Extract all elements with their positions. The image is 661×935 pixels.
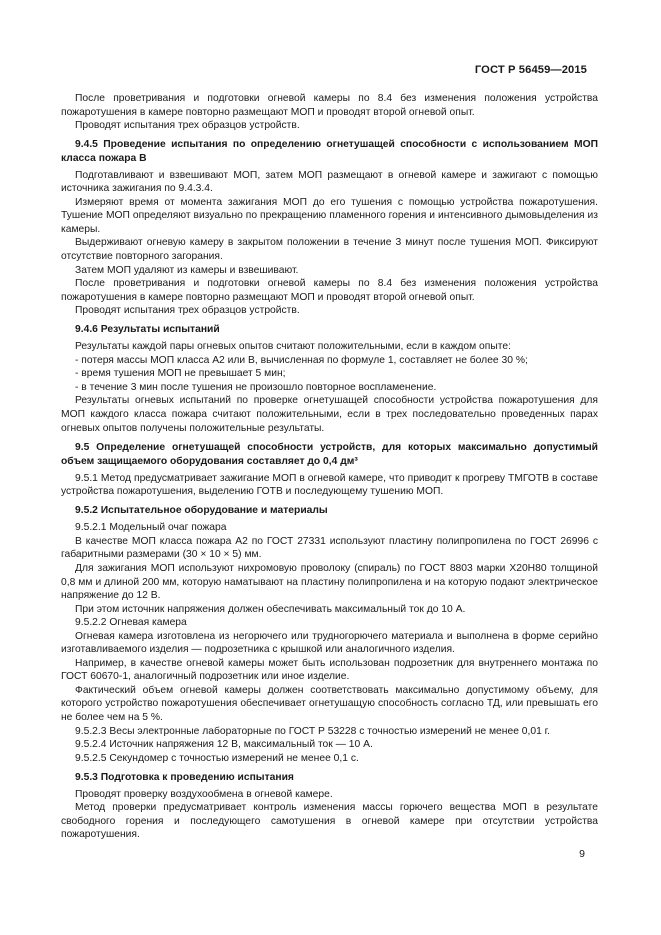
paragraph: Проводят испытания трех образцов устройств. (75, 120, 300, 132)
document-header: ГОСТ Р 56459—2015 (474, 64, 587, 76)
paragraph: 9.5.2.4 Источник напряжения 12 В, максимальный ток — 10 А. (75, 739, 373, 751)
paragraph: Затем МОП удаляют из камеры и взвешивают. (75, 264, 299, 276)
section-heading: 9.4.5 Проведение испытания по определению огнетушащей способности с использованием МОП класса пожара В (61, 139, 598, 164)
paragraph: 9.5.1 Метод предусматривает зажигание МОП в огневой камере, что приводит к прогреву ТМГОТВ в составе устройства пожаротушения, выделению ГОТВ и последующему тушению МОП. (61, 472, 598, 498)
paragraph: 9.5.2.2 Огневая камера (75, 617, 187, 629)
paragraph: Результаты каждой пары огневых опытов считают положительными, если в каждом опыте: (75, 341, 511, 353)
section-heading: 9.5.2 Испытательное оборудование и материалы (75, 505, 328, 517)
paragraph: После проветривания и подготовки огневой камеры по 8.4 без изменения положения устройства пожаротушения в камере повторно размещают МОП и проводят второй огневой опыт. (61, 93, 598, 118)
paragraph: Огневая камера изготовлена из негорючего или трудногорючего материала и выполнена в форме серийно изготавливаемого изделия — подрозетника с крышкой или аналогичного изделия. (61, 630, 598, 656)
paragraph: После проветривания и подготовки огневой камеры по 8.4 без изменения положения устройства пожаротушения в камере повторно размещают МОП и проводят второй огневой опыт. (61, 278, 598, 303)
paragraph: 9.5.2.1 Модельный очаг пожара (75, 522, 227, 534)
paragraph: Подготавливают и взвешивают МОП, затем МОП размещают в огневой камере и зажигают с помощью источника зажигания по 9.4.3.4. (61, 169, 598, 195)
paragraph: Для зажигания МОП используют нихромовую проволоку (спираль) по ГОСТ 8803 марки Х20Н80 толщиной 0,8 мм и длиной 200 мм, которую наматывают на пластину полипропилена и на которую подают электрическое напряжение до 12 В. (61, 563, 598, 602)
document-body (61, 92, 598, 842)
paragraph: 9.5.2.3 Весы электронные лабораторные по ГОСТ Р 53228 с точностью измерений не менее 0,01 г. (75, 725, 551, 737)
section-heading: 9.5.3 Подготовка к проведению испытания (75, 771, 294, 783)
paragraph: Фактический объем огневой камеры должен соответствовать максимально допустимому объему, для которого устройство пожаротушения обеспечивает огнетушащую способность согласно ТД, или превышать его не более чем на 5 %. (61, 684, 598, 724)
paragraph: Например, в качестве огневой камеры может быть использован подрозетник для внутреннего монтажа по ГОСТ 60670-1, аналогичный подрозетник или иное изделие. (61, 657, 598, 683)
paragraph: 9.5.2.5 Секундомер с точностью измерений не менее 0,1 с. (75, 752, 359, 764)
paragraph: Проводят проверку воздухообмена в огневой камере. (75, 788, 333, 800)
paragraph: При этом источник напряжения должен обеспечивать максимальный ток до 10 А. (75, 603, 466, 615)
paragraph: Проводят испытания трех образцов устройств. (75, 305, 300, 317)
paragraph: Выдерживают огневую камеру в закрытом положении в течение 3 минут после тушения МОП. Фиксируют отсутствие повторного загорания. (61, 237, 598, 263)
list-item: - потеря массы МОП класса А2 или В, вычисленная по формуле 1, составляет не более 30 %; (75, 354, 528, 366)
paragraph: Измеряют время от момента зажигания МОП до его тушения с помощью устройства пожаротушения. Тушение МОП определяют визуально по прекращению пламенного горения и интенсивного дымовыделения из камеры. (61, 196, 598, 235)
section-heading: 9.4.6 Результаты испытаний (75, 324, 220, 336)
list-item: - в течение 3 мин после тушения не произошло повторное воспламенение. (75, 381, 437, 393)
section-heading: 9.5 Определение огнетушащей способности устройств, для которых максимально допустимый объем защищаемого оборудования составляет до 0,4 дм³ (61, 442, 598, 467)
paragraph: Результаты огневых испытаний по проверке огнетушащей способности устройства пожаротушения для МОП каждого класса пожара считают положительными, если в трех последовательно проведенных парах огневых опытов получены положительные результаты. (61, 395, 598, 434)
paragraph: Метод проверки предусматривает контроль изменения массы горючего вещества МОП в результате свободного горения и последующего самотушения в огневой камере при отсутствии устройства пожаротушения. (61, 802, 598, 841)
list-item: - время тушения МОП не превышает 5 мин; (75, 368, 286, 380)
page-number: 9 (579, 848, 585, 860)
paragraph: В качестве МОП класса пожара А2 по ГОСТ 27331 используют пластину полипропилена по ГОСТ 26996 с габаритными размерами (30 × 10 × 5) мм. (61, 535, 598, 561)
